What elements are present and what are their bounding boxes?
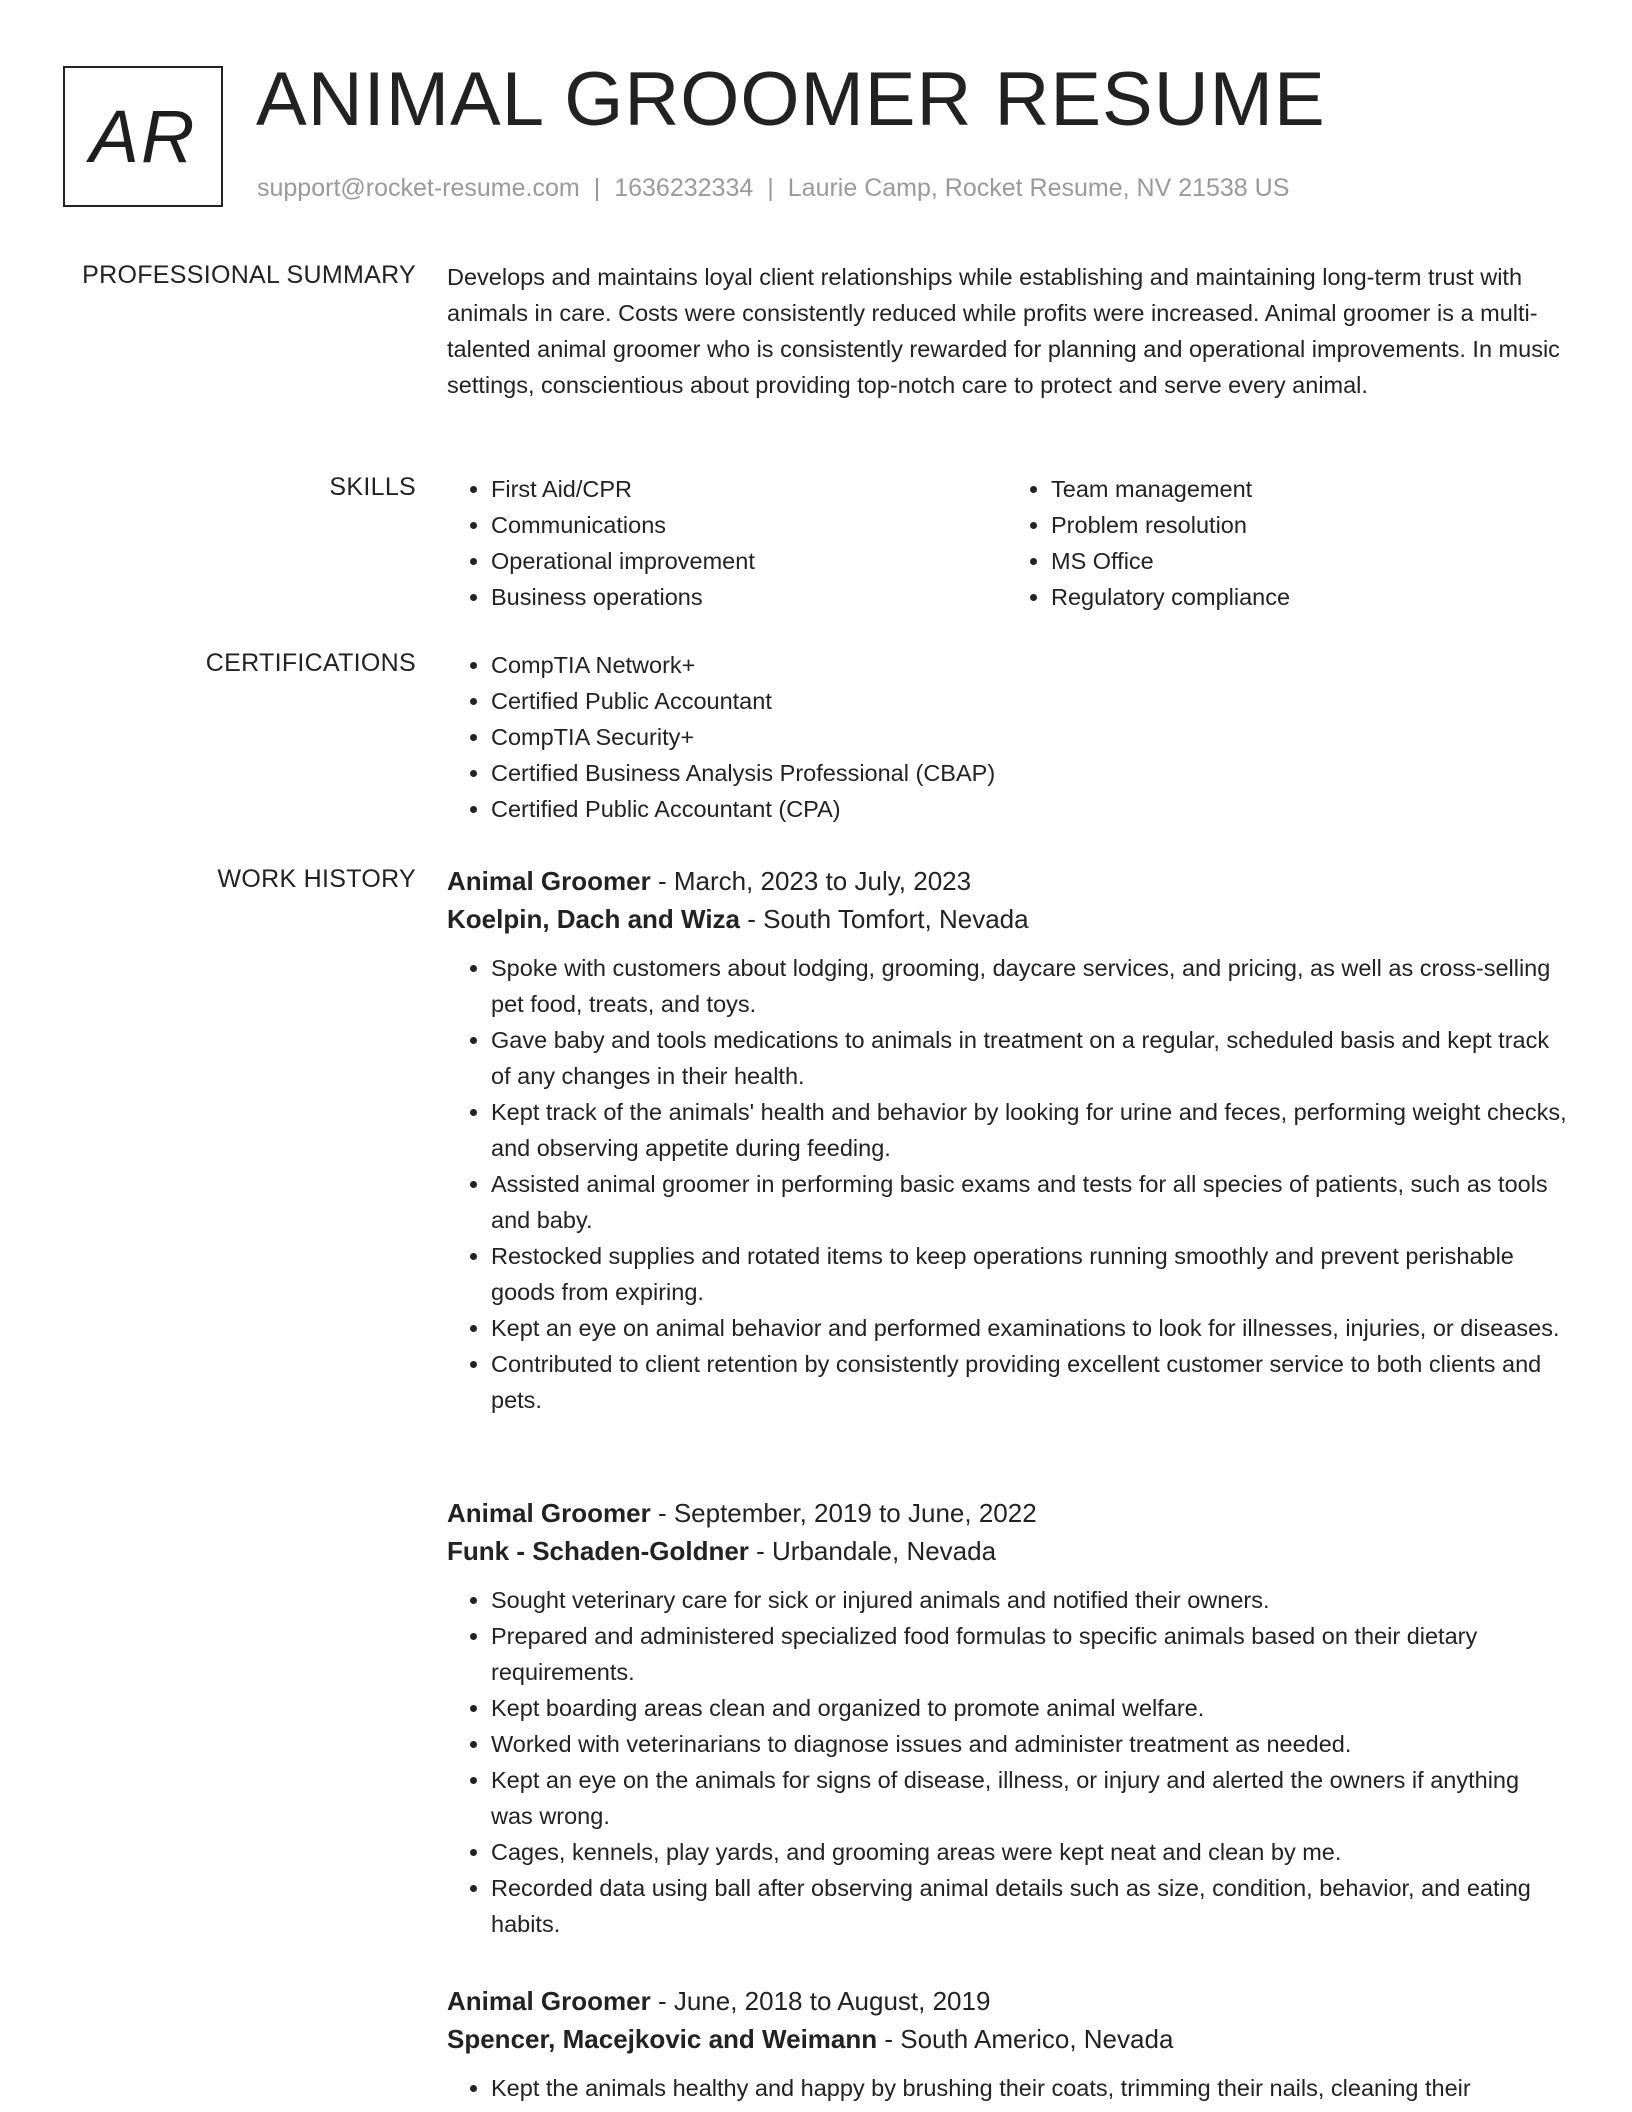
- list-item: • MS Office: [1051, 543, 1567, 579]
- job-entry: [447, 1982, 1567, 2106]
- list-item: • Worked with veterinarians to diagnose issues and administer treatment as needed.: [491, 1726, 1567, 1762]
- list-item: • CompTIA Security+: [491, 719, 1567, 755]
- list-item: • Certified Public Accountant (CPA): [491, 791, 1567, 827]
- list-item: • Prepared and administered specialized food formulas to specific animals based on their dietary requirements.: [491, 1618, 1567, 1690]
- job-dates: - June, 2018 to August, 2019: [650, 1986, 991, 2016]
- job-location: - South Americo, Nevada: [877, 2024, 1174, 2054]
- contact-separator: |: [593, 174, 601, 202]
- contact-address: Laurie Camp, Rocket Resume, NV 21538 US: [787, 174, 1290, 202]
- skills-list-right: [1007, 471, 1567, 615]
- monogram-box: [63, 66, 223, 207]
- job-title: Animal Groomer: [447, 1986, 651, 2016]
- list-item: • Kept boarding areas clean and organized to promote animal welfare.: [491, 1690, 1567, 1726]
- contact-phone: 1636232334: [614, 174, 754, 202]
- list-item: • Restocked supplies and rotated items to keep operations running smoothly and prevent perishable goods from expiring.: [491, 1238, 1567, 1310]
- contact-separator: |: [767, 174, 774, 202]
- list-item: • Gave baby and tools medications to animals in treatment on a regular, scheduled basis and kept track of any changes in their health.: [491, 1022, 1567, 1094]
- resume-title: ANIMAL GROOMER RESUME: [256, 57, 1326, 142]
- job-company-line: [447, 1532, 1567, 1570]
- job-location: - Urbandale, Nevada: [748, 1536, 997, 1566]
- summary-label: PROFESSIONAL SUMMARY: [82, 261, 416, 289]
- list-item: • Cages, kennels, play yards, and grooming areas were kept neat and clean by me.: [491, 1834, 1567, 1870]
- list-item: • Kept an eye on the animals for signs of disease, illness, or injury and alerted the owners if anything was wrong.: [491, 1762, 1567, 1834]
- monogram-initials: AR: [89, 95, 197, 178]
- job-company-line: [447, 2020, 1567, 2058]
- list-item: • First Aid/CPR: [491, 471, 1007, 507]
- list-item: • Contributed to client retention by consistently providing excellent customer service to both clients and pets.: [491, 1346, 1567, 1418]
- job-company: Koelpin, Dach and Wiza: [447, 904, 741, 934]
- work-history-label: WORK HISTORY: [217, 865, 416, 893]
- job-location: - South Tomfort, Nevada: [740, 904, 1029, 934]
- job-company-line: [447, 900, 1567, 938]
- skills-columns: [447, 471, 1567, 615]
- summary-text: Develops and maintains loyal client relationships while establishing and maintaining long-term trust with animals in care. Costs were consistently reduced while profits were increased. Animal groomer is a multi-talented animal groomer who is consistently rewarded for planning and operational improvements. In music settings, conscientious about providing top-notch care to protect and serve every animal.: [447, 264, 1560, 398]
- skills-list-left: [447, 471, 1007, 615]
- job-entry: [447, 862, 1567, 1418]
- job-title: Animal Groomer: [447, 866, 651, 896]
- list-item: • Assisted animal groomer in performing basic exams and tests for all species of patients, such as tools and baby.: [491, 1166, 1567, 1238]
- job-title-line: [447, 862, 1567, 900]
- list-item: • Business operations: [491, 579, 1007, 615]
- job-company: Spencer, Macejkovic and Weimann: [447, 2024, 878, 2054]
- list-item: • Regulatory compliance: [1051, 579, 1567, 615]
- list-item: • Kept track of the animals' health and behavior by looking for urine and feces, performing weight checks, and observing appetite during feeding.: [491, 1094, 1567, 1166]
- job-entry: [447, 1494, 1567, 1942]
- list-item: • Certified Public Accountant: [491, 683, 1567, 719]
- certifications-label: CERTIFICATIONS: [205, 649, 416, 677]
- list-item: • Kept the animals healthy and happy by brushing their coats, trimming their nails, cleaning their: [491, 2070, 1567, 2106]
- job-dates: - March, 2023 to July, 2023: [650, 866, 972, 896]
- list-item: • Spoke with customers about lodging, grooming, daycare services, and pricing, as well as cross-selling pet food, treats, and toys.: [491, 950, 1567, 1022]
- job-bullets: [447, 1582, 1567, 1942]
- list-item: • Certified Business Analysis Professional (CBAP): [491, 755, 1567, 791]
- job-bullets: [447, 950, 1567, 1418]
- list-item: • Communications: [491, 507, 1007, 543]
- job-company: Funk - Schaden-Goldner: [447, 1536, 749, 1566]
- list-item: • Team management: [1051, 471, 1567, 507]
- list-item: • Recorded data using ball after observing animal details such as size, condition, behavior, and eating habits.: [491, 1870, 1567, 1942]
- certifications-content: [447, 647, 1567, 827]
- job-bullets: [447, 2070, 1567, 2106]
- contact-line: [257, 174, 1289, 203]
- list-item: • Problem resolution: [1051, 507, 1567, 543]
- job-title-line: [447, 1494, 1567, 1532]
- certifications-list: [447, 647, 1567, 827]
- list-item: • Operational improvement: [491, 543, 1007, 579]
- job-dates: - September, 2019 to June, 2022: [650, 1498, 1037, 1528]
- contact-email: support@rocket-resume.com: [257, 174, 580, 202]
- job-title-line: [447, 1982, 1567, 2020]
- list-item: • CompTIA Network+: [491, 647, 1567, 683]
- list-item: • Sought veterinary care for sick or injured animals and notified their owners.: [491, 1582, 1567, 1618]
- job-title: Animal Groomer: [447, 1498, 651, 1528]
- skills-label: SKILLS: [329, 473, 416, 501]
- list-item: • Kept an eye on animal behavior and performed examinations to look for illnesses, injuries, or diseases.: [491, 1310, 1567, 1346]
